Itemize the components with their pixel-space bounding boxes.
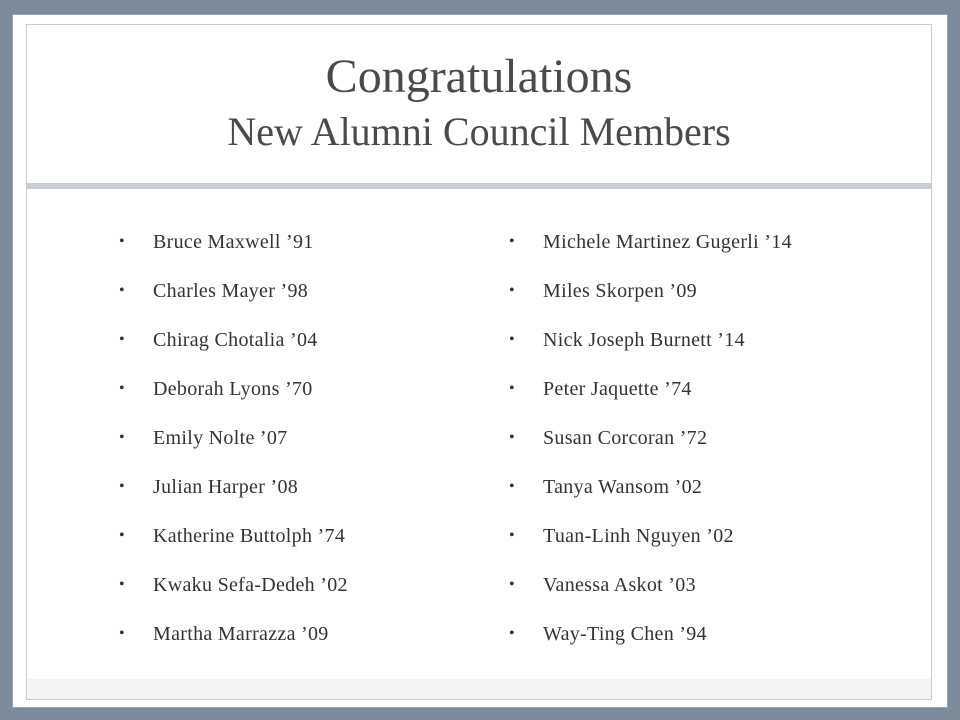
slide-content [26, 24, 932, 700]
list-item [119, 622, 479, 671]
bullet-icon: • [119, 331, 125, 348]
bullet-icon: • [119, 380, 125, 397]
bullet-icon: • [509, 282, 515, 299]
bullet-icon: • [119, 527, 125, 544]
list-item [119, 328, 479, 377]
member-name: Peter Jaquette ’74 [543, 378, 692, 400]
member-name: Martha Marrazza ’09 [153, 623, 329, 645]
footer-strip [27, 679, 931, 699]
member-name: Miles Skorpen ’09 [543, 280, 697, 302]
list-item [509, 377, 909, 426]
bullet-icon: • [119, 429, 125, 446]
list-item [509, 328, 909, 377]
bullet-icon: • [509, 233, 515, 250]
slide-subtitle: New Alumni Council Members [227, 109, 731, 154]
member-name: Bruce Maxwell ’91 [153, 231, 314, 253]
list-item [119, 279, 479, 328]
bullet-icon: • [119, 478, 125, 495]
bullet-icon: • [119, 233, 125, 250]
list-item [509, 475, 909, 524]
bullet-icon: • [509, 527, 515, 544]
list-item [119, 524, 479, 573]
member-name: Deborah Lyons ’70 [153, 378, 313, 400]
slide-title: Congratulations [325, 50, 633, 103]
member-name: Vanessa Askot ’03 [543, 574, 696, 596]
title-area [27, 25, 931, 185]
bullet-icon: • [509, 625, 515, 642]
list-item [509, 524, 909, 573]
list-item [119, 230, 479, 279]
member-name: Julian Harper ’08 [153, 476, 299, 498]
list-item [509, 622, 909, 671]
list-item [119, 377, 479, 426]
member-name: Way-Ting Chen ’94 [543, 623, 707, 645]
member-name: Susan Corcoran ’72 [543, 427, 708, 449]
member-name: Emily Nolte ’07 [153, 427, 288, 449]
member-name: Michele Martinez Gugerli ’14 [543, 231, 792, 253]
bullet-icon: • [119, 576, 125, 593]
list-item [119, 475, 479, 524]
list-item [509, 573, 909, 622]
member-name: Tuan-Linh Nguyen ’02 [543, 525, 734, 547]
member-name: Tanya Wansom ’02 [543, 476, 703, 498]
list-item [119, 426, 479, 475]
member-name: Nick Joseph Burnett ’14 [543, 329, 745, 351]
list-item [119, 573, 479, 622]
member-name: Kwaku Sefa-Dedeh ’02 [153, 574, 348, 596]
member-name: Chirag Chotalia ’04 [153, 329, 318, 351]
bullet-icon: • [119, 625, 125, 642]
list-item [509, 279, 909, 328]
member-list-left [119, 230, 479, 671]
bullet-icon: • [509, 576, 515, 593]
slide-frame [12, 14, 948, 708]
list-item [509, 426, 909, 475]
list-item [509, 230, 909, 279]
member-name: Katherine Buttolph ’74 [153, 525, 346, 547]
bullet-icon: • [509, 429, 515, 446]
member-list-right [509, 230, 909, 671]
bullet-icon: • [119, 282, 125, 299]
bullet-icon: • [509, 380, 515, 397]
member-name: Charles Mayer ’98 [153, 280, 309, 302]
bullet-icon: • [509, 478, 515, 495]
title-divider [27, 183, 931, 189]
bullet-icon: • [509, 331, 515, 348]
